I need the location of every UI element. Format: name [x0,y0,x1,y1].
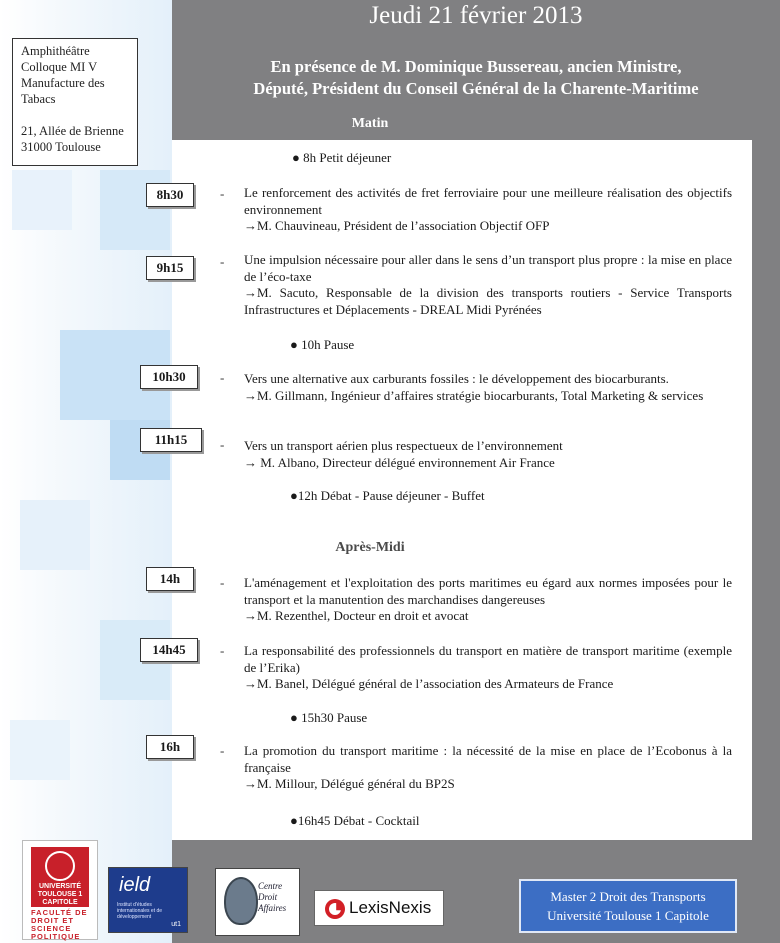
lexisnexis-logo [314,890,444,926]
centre-droit-affaires-logo [215,868,300,936]
talk-entry [244,743,732,793]
master-program-box [519,879,737,933]
logo-text: FACULTÉ DE DROIT ET SCIENCE POLITIQUE [31,908,88,941]
talk-speaker: →M. Chauvineau, Président de l’association Objectif OFP [244,218,550,233]
talk-title: La promotion du transport maritime : la nécessité de la mise en place de l’Ecobonus à la française [244,743,732,775]
lexisnexis-icon [325,899,345,919]
talk-entry [244,185,732,235]
break-pause-2: ● 15h30 Pause [290,710,368,725]
ield-logo [108,867,188,933]
time-box: 8h30 [146,183,194,207]
talk-speaker: → M. Albano, Directeur délégué environnement Air France [244,454,555,470]
header-line-2: Député, Président du Conseil Général de la Charente-Maritime [253,79,699,98]
address-line: Manufacture des Tabacs [21,76,105,106]
logo-text: LexisNexis [349,898,432,917]
time-box: 11h15 [140,428,202,452]
time-box: 16h [146,735,194,759]
seal-icon [45,851,75,881]
dash: - [220,575,225,590]
dash: - [220,186,225,201]
dash: - [220,643,225,658]
dash: - [220,743,225,758]
section-morning: Matin [351,116,389,131]
talk-speaker: →M. Millour, Délégué général du BP2S [244,776,455,791]
break-breakfast: ● 8h Petit déjeuner [292,150,392,165]
logo-text: UNIVERSITÉ TOULOUSE 1 CAPITOLE [37,883,83,906]
logo-text: ield [119,874,151,896]
deco-square [100,170,170,250]
deco-square [20,500,90,570]
talk-title: Une impulsion nécessaire pour aller dans le sens d’un transport plus propre : la mise en place de l’éco-taxe [244,252,732,284]
talk-title: Vers une alternative aux carburants fossiles : le développement des biocarburants. [244,371,669,386]
talk-title: Vers un transport aérien plus respectueux de l’environnement [244,438,563,453]
address-line [21,107,129,123]
logo-text: Centre Droit Affaires [258,881,287,913]
time-box: 9h15 [146,256,194,280]
header-line-1: En présence de M. Dominique Bussereau, ancien Ministre, [270,57,682,76]
address-line: Colloque MI V [21,60,98,74]
talk-entry [244,371,732,404]
university-toulouse-logo [22,840,98,940]
event-date: Jeudi 21 février 2013 [369,2,583,29]
talk-speaker: →M. Rezenthel, Docteur en droit et avocat [244,608,469,623]
address-line: 31000 Toulouse [21,140,101,154]
footer-line-2: Université Toulouse 1 Capitole [547,908,709,923]
break-lunch: ●12h Débat - Pause déjeuner - Buffet [290,488,485,503]
talk-title: La responsabilité des professionnels du transport en matière de transport maritime (exemple de l’Erika) [244,643,732,675]
deco-square [10,720,70,780]
talk-speaker: →M. Banel, Délégué général de l’association des Armateurs de France [244,676,614,691]
dash: - [220,370,225,385]
talk-entry [244,575,732,625]
emblem-icon [224,877,258,925]
footer-line-1: Master 2 Droit des Transports [550,889,706,904]
talk-speaker: →M. Gillmann, Ingénieur d’affaires stratégie biocarburants, Total Marketing & services [244,387,704,403]
time-box: 10h30 [140,365,198,389]
talk-title: Le renforcement des activités de fret ferroviaire pour une meilleure réalisation des objectifs environnement [244,185,732,217]
time-box: 14h [146,567,194,591]
dash: - [220,437,225,452]
address-line: Amphithéâtre [21,44,90,58]
logo-text: Institut d'études internationales et de développement [117,902,163,920]
venue-address-box [12,38,138,166]
talk-entry [244,438,732,471]
address-line: 21, Allée de Brienne [21,124,124,138]
talk-title: L'aménagement et l'exploitation des ports maritimes eu égard aux normes imposées pour le transport et la manutention des marchandises dangereuses [244,575,732,607]
talk-entry [244,643,732,693]
talk-speaker: →M. Sacuto, Responsable de la division des transports routiers - Service Transports Infrastructures et Déplacements - DREAL Midi Pyrénées [244,285,732,317]
time-box: 14h45 [140,638,198,662]
break-cocktail: ●16h45 Débat - Cocktail [290,813,420,828]
logo-text: ut1 [171,921,181,928]
section-afternoon: Après-Midi [335,540,405,555]
dash: - [220,254,225,269]
deco-square [12,170,72,230]
break-pause-1: ● 10h Pause [290,337,355,352]
talk-entry [244,252,732,318]
